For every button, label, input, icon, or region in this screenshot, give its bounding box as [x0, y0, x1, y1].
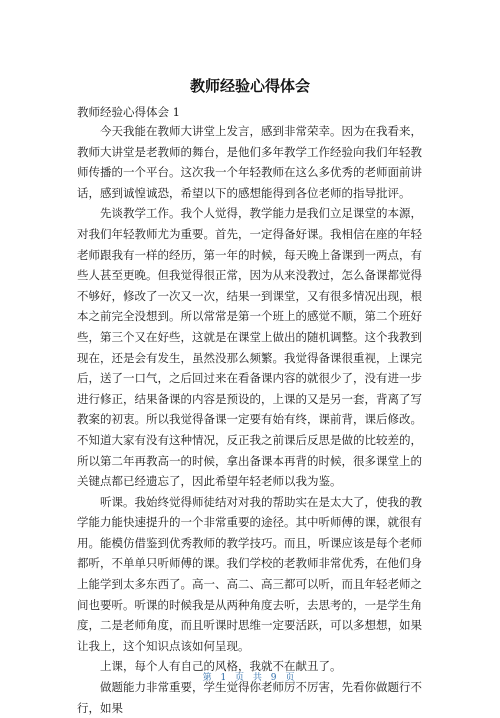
paragraph: 听课。我始终觉得师徒结对对我的帮助实在是太大了，使我的教学能力能快速提升的一个非常重要的途径。其中听师傅的课，就很有用。能模仿借鉴到优秀教师的教学技巧。而且，听课应该是每个老师都听，不单单只听师傅的课。我们学校的老教师非常优秀，在他们身上能学到太多东西了。高一、高二、高三都可以听，而且年轻老师之间也要听。听课的时候我是从两种角度去听，去思考的，一是学生角度，二是老师角度，而且听课时思维一定要活跃，可以多想想，如果让我上，这个知识点该如何呈现。	[77, 494, 422, 653]
page-footer: 第 1 页 共 9 页	[202, 673, 298, 683]
body-text	[77, 121, 422, 718]
paragraph: 做题能力非常重要，学生觉得你老师厉不厉害，先看你做题行不行，如果	[77, 680, 422, 715]
paragraph: 今天我能在教师大讲堂上发言，感到非常荣幸。因为在我看来，教师大讲堂是老教师的舞台，是他们多年教学工作经验向我们年轻教师传播的一个平台。这次我一个年轻教师在这么多优秀的老师面前讲话，感到诚惶诚恐，希望以下的感想能得到各位老师的指导批评。	[77, 124, 422, 200]
paragraph: 上课，每个人有自己的风格，我就不在献丑了。	[100, 659, 342, 674]
article-heading: 教师经验心得体会 1	[77, 105, 180, 119]
document-title: 教师经验心得体会	[189, 77, 310, 95]
paragraph: 先谈教学工作。我个人觉得，教学能力是我们立足课堂的本源，对我们年轻教师尤为重要。首先，一定得备好课。我相信在座的年轻老师跟我有一样的经历，第一年的时候，每天晚上备课到一两点，有些人甚至更晚。但我觉得很正常，因为从来没教过，怎么备课都觉得不够好，修改了一次又一次，结果一到课堂，又有很多情况出现，根本之前完全没想到。所以常常是第一个班上的感觉不顺，第二个班好些，第三个又在好些，这就是在课堂上做出的随机调整。这个我教到现在，还是会有发生，虽然没那么频繁。我觉得备课很重视，上课完后，送了一口气，之后回过来在看备课内容的就很少了，没有进一步进行修正，结果备课的内容是预设的，上课的又是另一套，背离了写教案的初衷。所以我觉得备课一定要有始有终，课前背，课后修改。不知道大家有没有这种情况，反正我之前课后反思是做的比较差的，所以第二年再教高一的时候，拿出备课本再背的时候，很多课堂上的关键点都已经遗忘了，因此希望年轻老师以我为鉴。	[77, 206, 422, 489]
